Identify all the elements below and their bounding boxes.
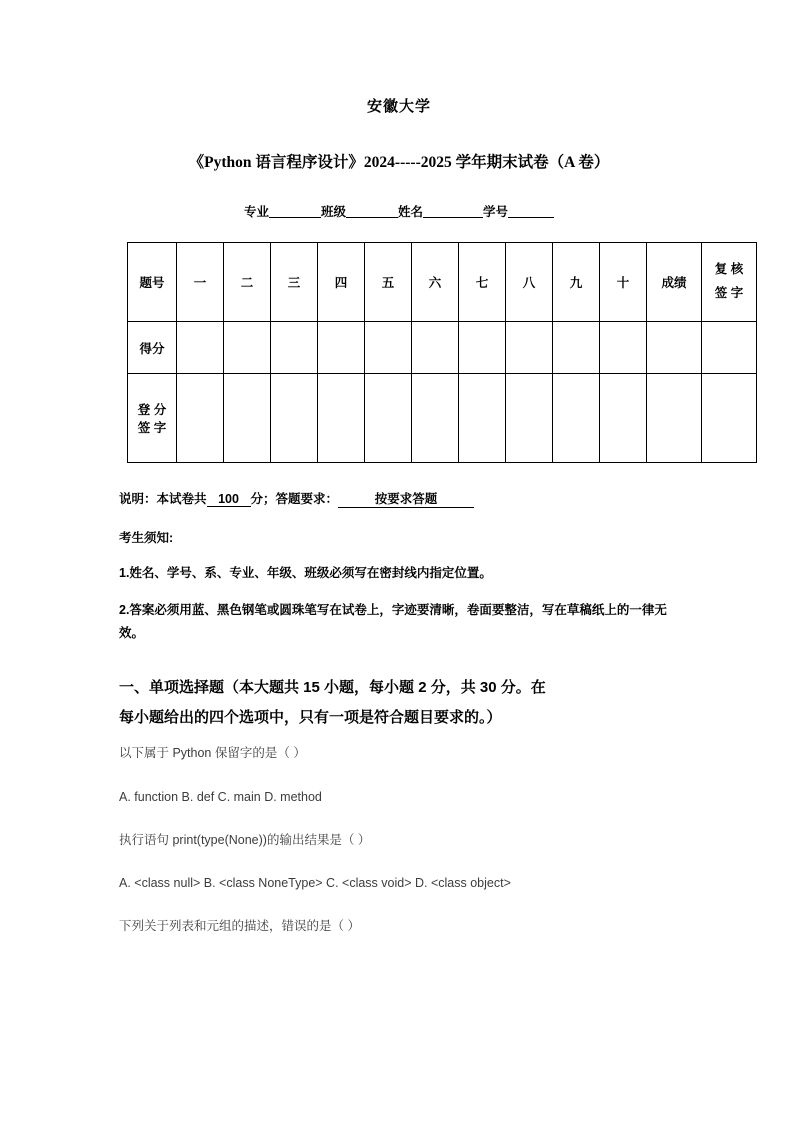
row-label-score: 得分 (128, 322, 177, 374)
score-cell-9[interactable] (553, 322, 600, 374)
signature-cell-9[interactable] (553, 374, 600, 463)
score-cell-5[interactable] (365, 322, 412, 374)
review-signature-label (702, 243, 757, 322)
note-middle: 分；答题要求： (250, 492, 339, 506)
question-1-stem: 以下属于 Python 保留字的是（ ） (119, 746, 306, 761)
question-number-3: 三 (271, 243, 318, 322)
signature-cell-2[interactable] (224, 374, 271, 463)
signature-cell-5[interactable] (365, 374, 412, 463)
major-blank[interactable] (269, 204, 321, 218)
section-title (119, 673, 679, 733)
score-cell-4[interactable] (318, 322, 365, 374)
total-points-value: 100 (207, 492, 251, 507)
review-signature-line1: 复 核 (714, 262, 744, 277)
score-cell-8[interactable] (506, 322, 553, 374)
question-number-8: 八 (506, 243, 553, 322)
section-title-line1: 一、单项选择题（本大题共 15 小题，每小题 2 分，共 30 分。在 (119, 679, 546, 697)
signature-cell-review[interactable] (702, 374, 757, 463)
exam-title-open-bracket: 《 (188, 154, 205, 171)
row-label-signature-line2: 签 字 (137, 421, 167, 435)
rule-item-2: 2.答案必须用蓝、黑色钢笔或圆珠笔写在试卷上，字迹要清晰，卷面要整洁，写在草稿纸上的一律无效。 (119, 603, 667, 641)
question-number-1: 一 (177, 243, 224, 322)
student-id-blank[interactable] (508, 204, 554, 218)
note-prefix: 说明：本试卷共 (119, 492, 207, 506)
answer-requirement: 按要求答题 (338, 489, 474, 508)
score-cell-review[interactable] (702, 322, 757, 374)
class-label: 班级 (320, 205, 346, 219)
row-label-question-number: 题号 (128, 243, 177, 322)
candidate-notice-heading: 考生须知: (119, 531, 174, 545)
major-label: 专业 (243, 205, 269, 219)
exam-title (119, 150, 679, 172)
rule-item-1: 1.姓名、学号、系、专业、年级、班级必须写在密封线内指定位置。 (119, 566, 492, 580)
name-blank[interactable] (423, 204, 483, 218)
table-row-signatures (128, 374, 757, 463)
identity-line (119, 202, 679, 220)
name-label: 姓名 (398, 205, 424, 219)
review-signature-line2: 签 字 (714, 286, 744, 300)
signature-cell-1[interactable] (177, 374, 224, 463)
signature-cell-total[interactable] (647, 374, 702, 463)
question-2-stem: 执行语句 print(type(None))的输出结果是（ ） (119, 832, 371, 847)
table-row-question-numbers (128, 243, 757, 322)
page-content (119, 95, 744, 960)
signature-cell-10[interactable] (600, 374, 647, 463)
question-number-6: 六 (412, 243, 459, 322)
question-number-5: 五 (365, 243, 412, 322)
signature-cell-6[interactable] (412, 374, 459, 463)
row-label-signature-line1: 登 分 (137, 403, 167, 417)
exam-title-text: Python 语言程序设计》2024-----2025 学年期末试卷（A 卷） (204, 154, 610, 171)
signature-cell-7[interactable] (459, 374, 506, 463)
question-1-options: A. function B. def C. main D. method (119, 789, 322, 804)
score-cell-7[interactable] (459, 322, 506, 374)
student-id-label: 学号 (483, 205, 509, 219)
score-cell-2[interactable] (224, 322, 271, 374)
signature-cell-8[interactable] (506, 374, 553, 463)
score-table (127, 242, 757, 463)
question-number-10: 十 (600, 243, 647, 322)
question-2-options: A. <class null> B. <class NoneType> C. <class void> D. <class object> (119, 876, 511, 891)
row-label-signature (128, 374, 177, 463)
question-3-stem: 下列关于列表和元组的描述，错误的是（ ） (119, 919, 360, 934)
question-number-7: 七 (459, 243, 506, 322)
university-title: 安徽大学 (366, 98, 431, 115)
question-number-9: 九 (553, 243, 600, 322)
score-cell-6[interactable] (412, 322, 459, 374)
question-number-2: 二 (224, 243, 271, 322)
table-row-scores (128, 322, 757, 374)
exam-note (119, 489, 679, 508)
score-cell-total[interactable] (647, 322, 702, 374)
section-title-line2: 每小题给出的四个选项中，只有一项是符合题目要求的。） (119, 709, 502, 727)
score-cell-10[interactable] (600, 322, 647, 374)
signature-cell-4[interactable] (318, 374, 365, 463)
question-number-4: 四 (318, 243, 365, 322)
score-cell-3[interactable] (271, 322, 318, 374)
score-cell-1[interactable] (177, 322, 224, 374)
total-score-label: 成绩 (647, 243, 702, 322)
signature-cell-3[interactable] (271, 374, 318, 463)
class-blank[interactable] (346, 204, 398, 218)
